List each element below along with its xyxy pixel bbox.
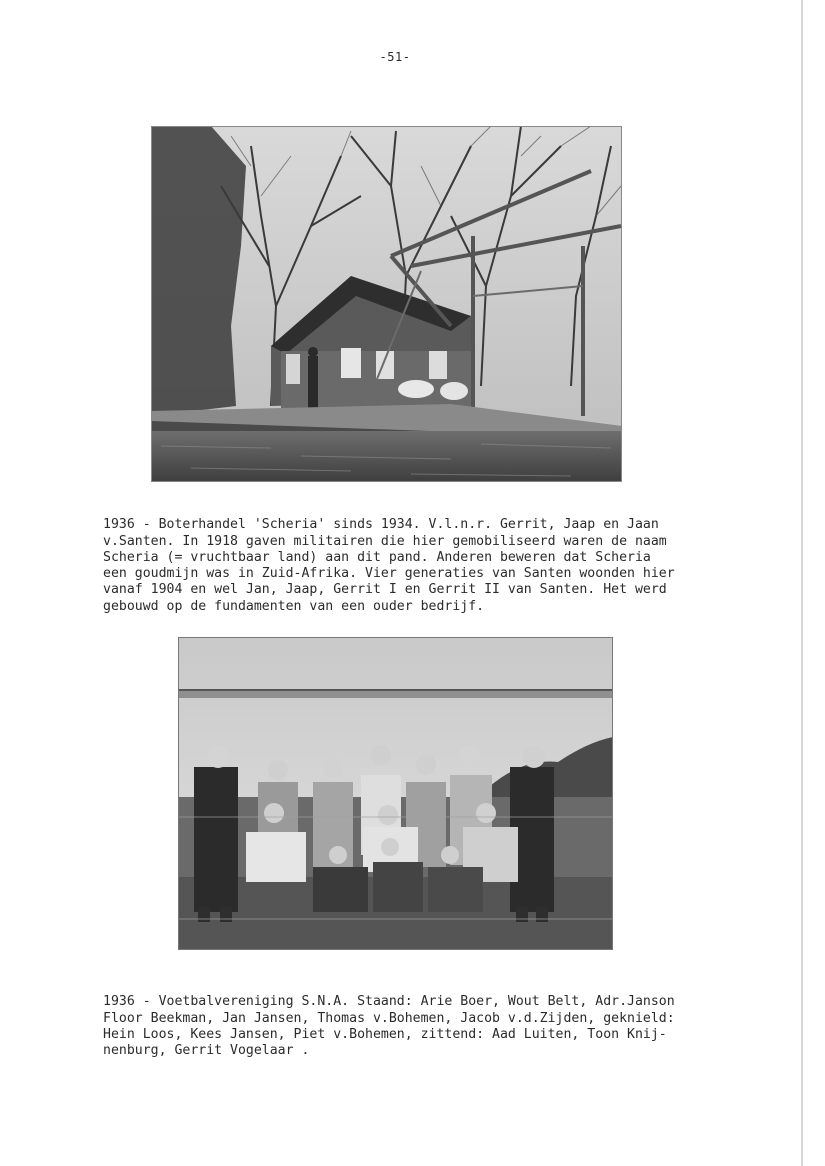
- page-number: -51-: [379, 50, 411, 64]
- page-edge: [801, 0, 803, 1166]
- caption-line: v.Santen. In 1918 gaven militairen die hier gemobiliseerd waren de naam: [103, 533, 667, 549]
- team-photo-caption: [103, 978, 675, 1059]
- caption-line: 1936 - Voetbalvereniging S.N.A. Staand: Arie Boer, Wout Belt, Adr.Janson: [103, 994, 675, 1010]
- caption-line: nenburg, Gerrit Vogelaar .: [103, 1043, 310, 1059]
- caption-line: Hein Loos, Kees Jansen, Piet v.Bohemen, zittend: Aad Luiten, Toon Knij-: [103, 1026, 667, 1042]
- caption-line: een goudmijn was in Zuid-Afrika. Vier generaties van Santen woonden hier: [103, 566, 675, 582]
- shop-drawbridge-photo: [151, 126, 622, 482]
- football-team-photo: [178, 637, 613, 950]
- caption-line: gebouwd op de fundamenten van een ouder bedrijf.: [103, 598, 485, 614]
- caption-line: 1936 - Boterhandel 'Scheria' sinds 1934. V.l.n.r. Gerrit, Jaap en Jaan: [103, 517, 659, 533]
- caption-line: vanaf 1904 en wel Jan, Jaap, Gerrit I en Gerrit II van Santen. Het werd: [103, 582, 667, 598]
- caption-line: Floor Beekman, Jan Jansen, Thomas v.Bohemen, Jacob v.d.Zijden, geknield:: [103, 1010, 675, 1026]
- caption-line: Scheria (= vruchtbaar land) aan dit pand. Anderen beweren dat Scheria: [103, 549, 651, 565]
- shop-photo-caption: [103, 501, 675, 615]
